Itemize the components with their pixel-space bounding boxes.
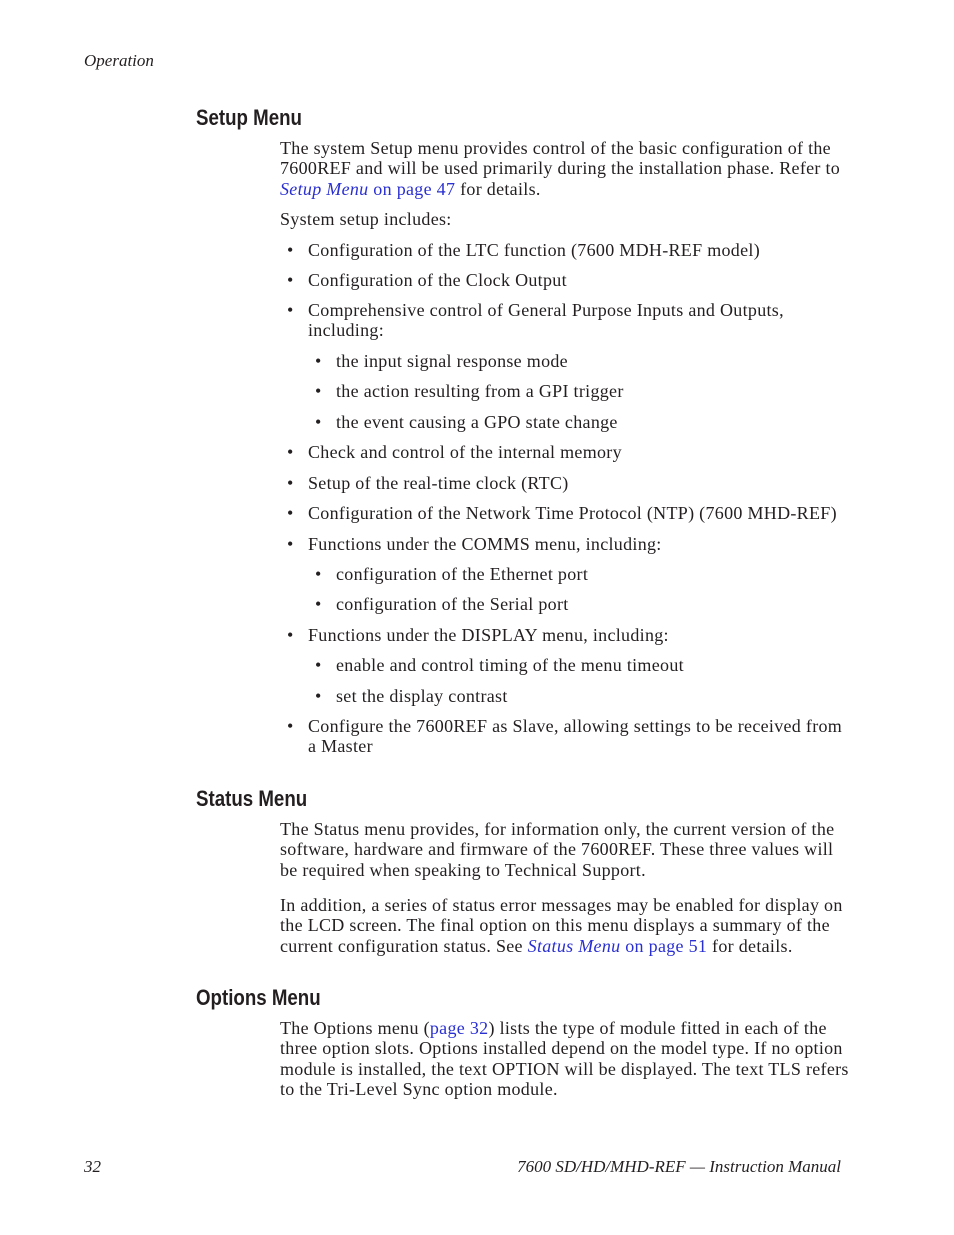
sub-bullet-text: • the event causing a GPO state change <box>336 412 618 432</box>
paragraph-line: three option slots. Options installed depend on the model type. If no option <box>280 1038 843 1059</box>
page-number: 32 <box>84 1157 101 1176</box>
sub-bullet-text: • enable and control timing of the menu timeout <box>336 655 684 675</box>
xref-suffix: for details. <box>460 178 541 199</box>
status-paragraph <box>280 819 834 880</box>
bullet-text: • Comprehensive control of General Purpose Inputs and Outputs, <box>308 300 784 320</box>
bullet-item <box>308 716 842 757</box>
paragraph-line: be required when speaking to Technical Support. <box>280 859 646 880</box>
paragraph-line: software, hardware and firmware of the 7600REF. These three values will <box>280 839 834 860</box>
sub-bullet-item <box>336 564 588 584</box>
sub-bullet-text: • the input signal response mode <box>336 351 568 371</box>
bullet-item <box>308 300 784 341</box>
line-suffix: ) lists the type of module fitted in each of the <box>488 1018 827 1038</box>
section-heading-status-menu: Status Menu <box>196 786 308 811</box>
bullet-text: • Configuration of the Network Time Protocol (NTP) (7600 MHD-REF) <box>308 503 837 523</box>
xref-suffix: for details. <box>712 935 793 956</box>
bullet-item <box>308 270 567 290</box>
sub-bullet-item <box>336 412 618 432</box>
sub-bullet-text: • set the display contrast <box>336 686 508 706</box>
bullet-item <box>308 534 662 554</box>
paragraph-line: module is installed, the text OPTION will be displayed. The text TLS refers <box>280 1058 849 1079</box>
paragraph-line: 7600REF and will be used primarily during the installation phase. Refer to <box>280 158 841 179</box>
paragraph-line <box>280 1018 849 1038</box>
bullet-item <box>308 240 760 260</box>
paragraph-line: The system Setup menu provides control of the basic configuration of the <box>280 138 831 158</box>
xref-link-page-51[interactable]: on page 51 <box>625 935 708 956</box>
running-header: Operation <box>84 51 154 70</box>
status-paragraph <box>280 895 843 956</box>
xref-link-setup-menu[interactable]: Setup Menu <box>280 178 369 199</box>
paragraph-line: the LCD screen. The final option on this menu displays a summary of the <box>280 915 830 936</box>
bullet-text: • Setup of the real-time clock (RTC) <box>308 473 569 493</box>
paragraph-line: The Status menu provides, for information only, the current version of the <box>280 819 835 839</box>
sub-bullet-item <box>336 351 568 371</box>
setup-includes-label <box>280 209 452 229</box>
bullet-text: • Functions under the DISPLAY menu, including: <box>308 625 669 645</box>
sub-bullet-item <box>336 655 684 675</box>
bullet-item <box>308 442 622 462</box>
sub-bullet-item <box>336 686 508 706</box>
footer-manual-title: 7600 SD/HD/MHD-REF — Instruction Manual <box>517 1157 841 1176</box>
bullet-text: • Configuration of the LTC function (7600 MDH-REF model) <box>308 240 760 260</box>
xref-link-page-32[interactable]: page 32 <box>429 1018 489 1038</box>
sub-bullet-item <box>336 381 624 401</box>
bullet-text: • Configuration of the Clock Output <box>308 270 567 290</box>
section-heading-setup-menu: Setup Menu <box>196 105 302 130</box>
bullet-text: including: <box>308 320 384 341</box>
bullet-text: • Configure the 7600REF as Slave, allowing settings to be received from <box>308 716 843 736</box>
bullet-text: • Check and control of the internal memory <box>308 442 622 462</box>
paragraph-line: In addition, a series of status error messages may be enabled for display on <box>280 895 843 915</box>
bullet-item <box>308 503 837 523</box>
options-paragraph <box>280 1018 849 1099</box>
bullet-text: a Master <box>308 736 373 757</box>
paragraph-line <box>280 179 840 199</box>
section-heading-options-menu: Options Menu <box>196 985 321 1010</box>
paragraph-line <box>280 936 843 956</box>
xref-link-page-47[interactable]: on page 47 <box>373 178 456 199</box>
sub-bullet-text: • the action resulting from a GPI trigger <box>336 381 624 401</box>
line-prefix: current configuration status. See <box>280 935 523 956</box>
bullet-item <box>308 625 669 645</box>
xref-link-status-menu[interactable]: Status Menu <box>527 935 621 956</box>
bullet-item <box>308 473 569 493</box>
sub-bullet-item <box>336 594 569 614</box>
bullet-text: • Functions under the COMMS menu, including: <box>308 534 662 554</box>
paragraph-line: to the Tri-Level Sync option module. <box>280 1078 558 1099</box>
paragraph-line: System setup includes: <box>280 209 452 229</box>
sub-bullet-text: • configuration of the Ethernet port <box>336 564 589 584</box>
setup-intro-paragraph <box>280 138 840 199</box>
line-prefix: The Options menu ( <box>280 1018 430 1038</box>
sub-bullet-text: • configuration of the Serial port <box>336 594 569 614</box>
